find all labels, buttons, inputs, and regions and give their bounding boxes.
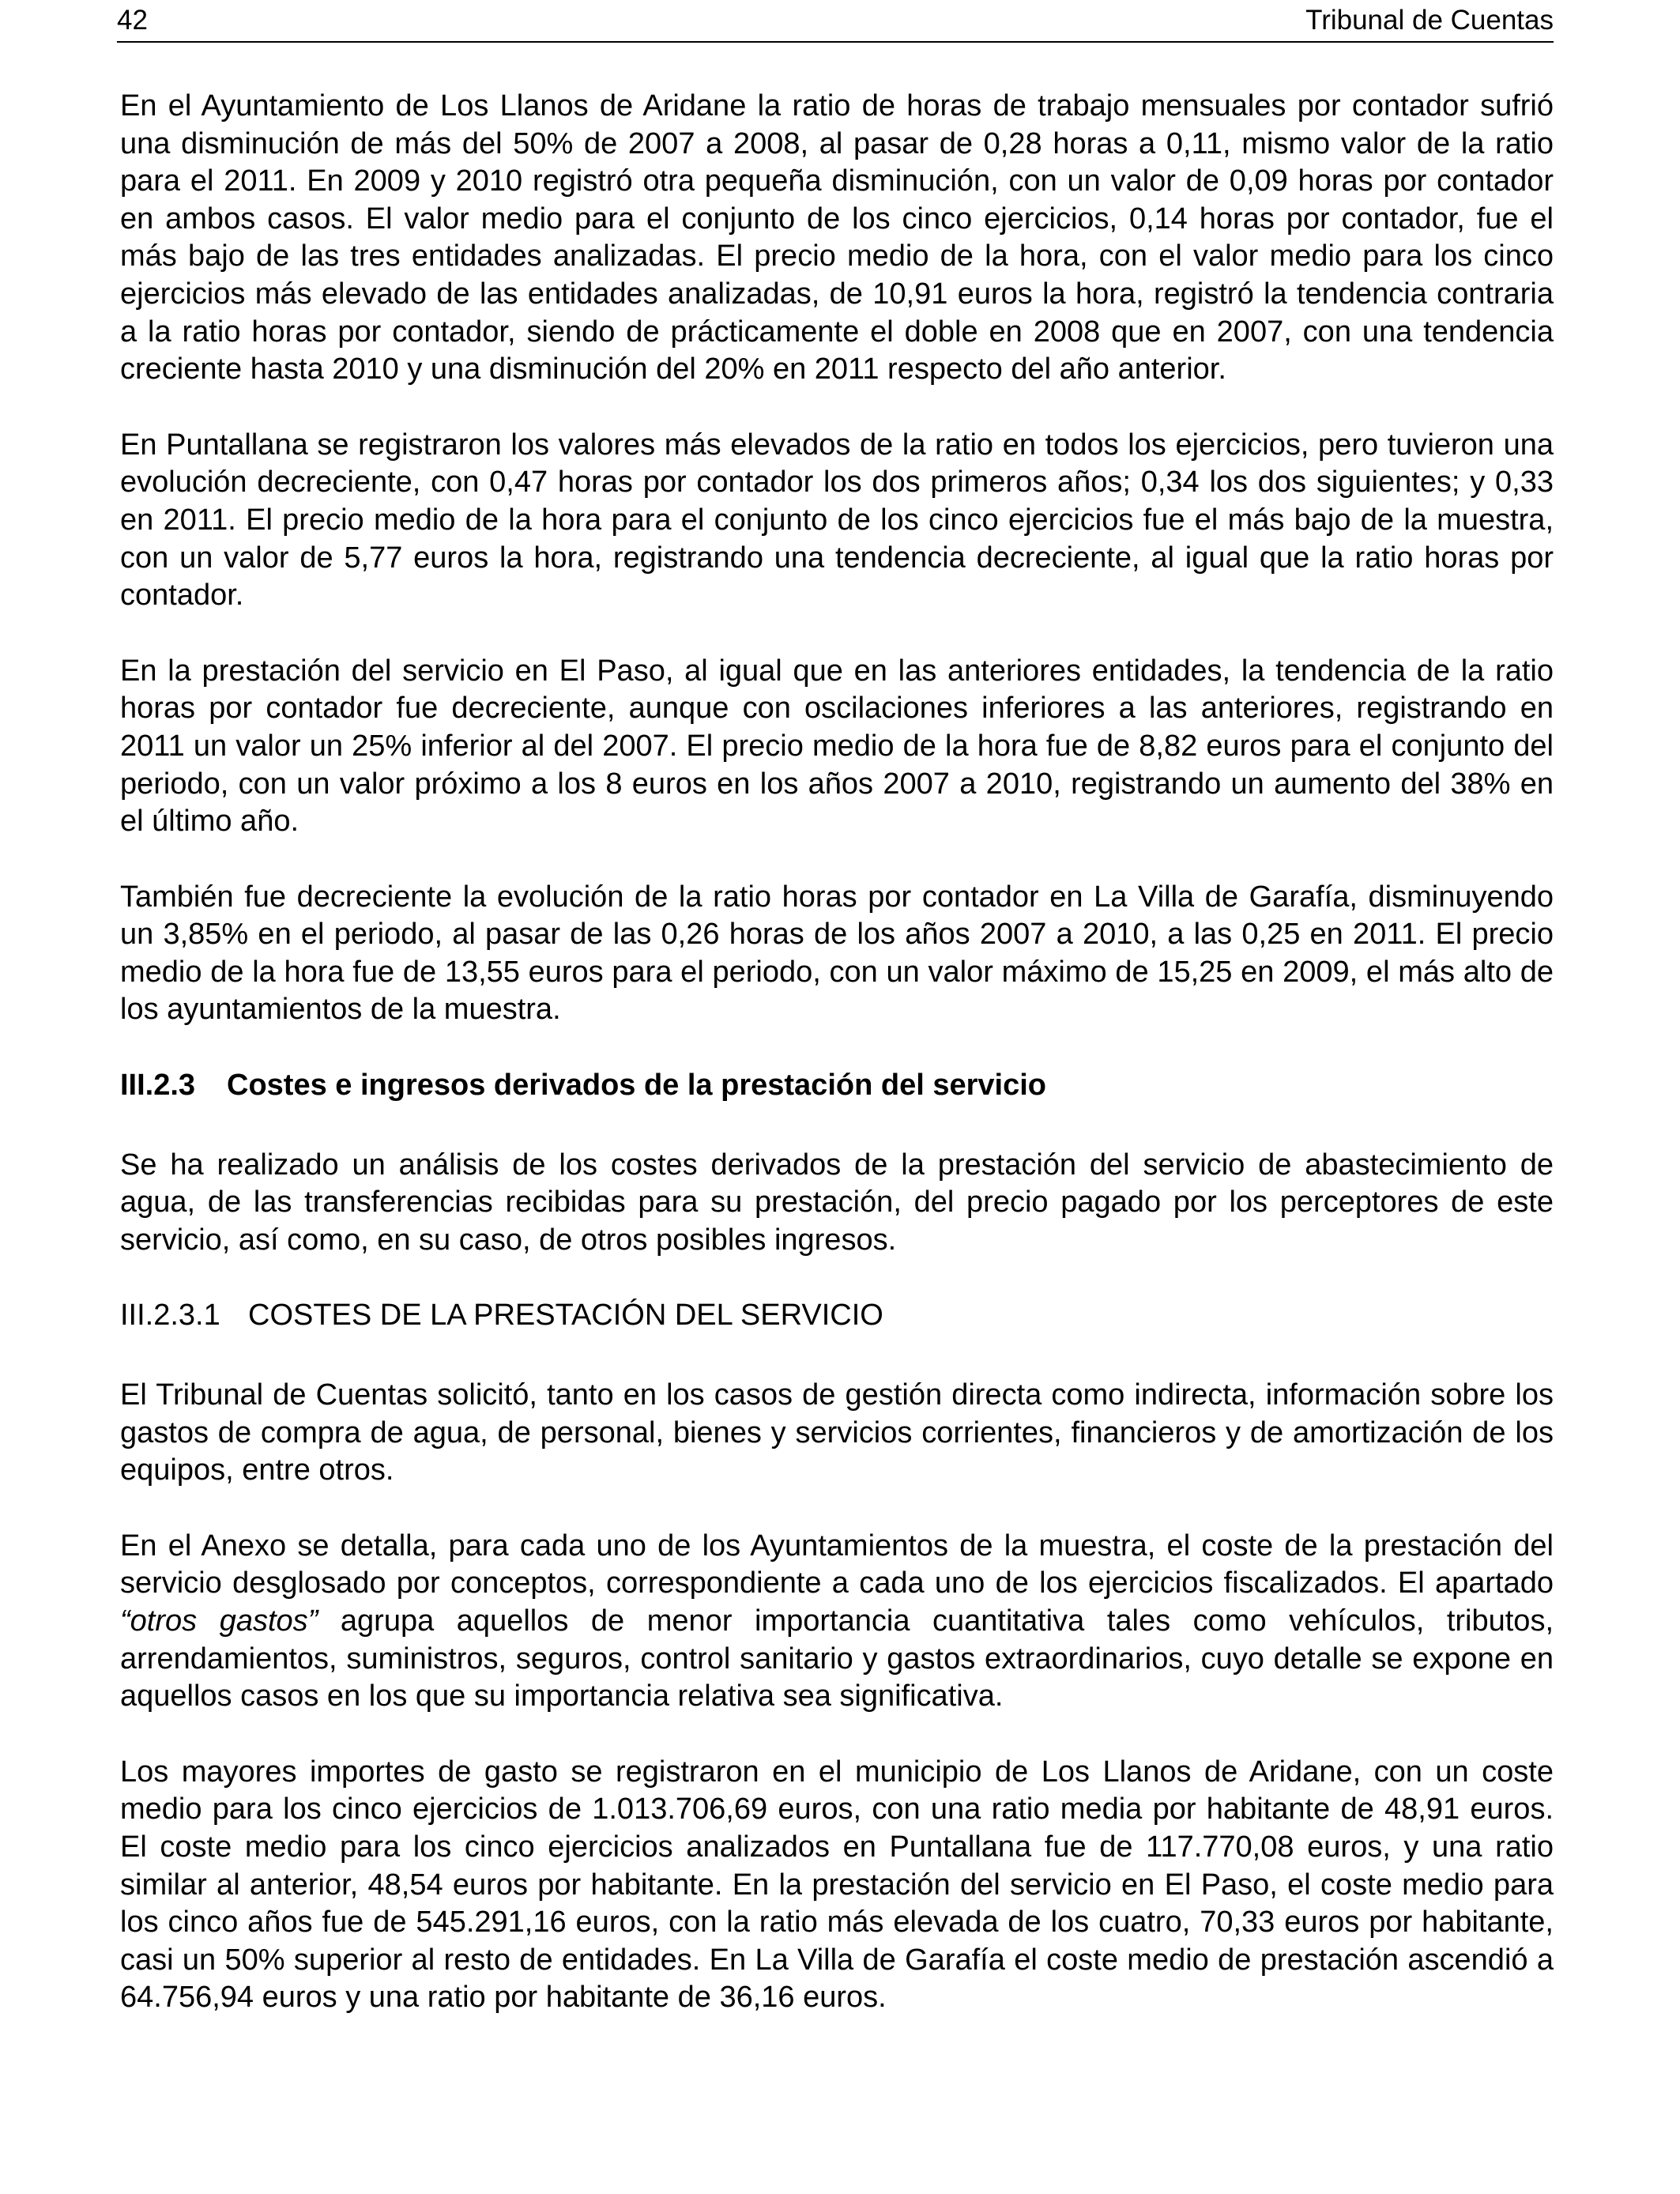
paragraph-analysis-intro: Se ha realizado un análisis de los costes derivados de la prestación del servicio de abastecimiento de agua, de las transferencias recibidas para su prestación, del precio pagado por los perceptores de este servicio, así como, en su caso, de otros posibles ingresos. bbox=[120, 1148, 1554, 1257]
page-header bbox=[117, 0, 1554, 43]
page-number: 42 bbox=[117, 5, 148, 36]
subsection-number: III.2.3.1 bbox=[120, 1299, 220, 1333]
paragraph-tribunal-request: El Tribunal de Cuentas solicitó, tanto en los casos de gestión directa como indirecta, información sobre los gastos de compra de agua, de personal, bienes y servicios corrientes, financieros y de amortización de los equipos, entre otros. bbox=[120, 1378, 1554, 1487]
paragraph-el-paso-ratio: En la prestación del servicio en El Paso, al igual que en las anteriores entidades, la tendencia de la ratio horas por contador fue decreciente, aunque con oscilaciones inferiores a las anteriores, registrando en 2011 un valor un 25% inferior al del 2007. El precio medio de la hora fue de 8,82 euros para el conjunto del periodo, con un valor próximo a los 8 euros en los años 2007 a 2010, registrando un aumento del 38% en el último año. bbox=[120, 654, 1554, 839]
anexo-text-after: agrupa aquellos de menor importancia cuantitativa tales como vehículos, tributos, arrendamientos, suministros, seguros, control sanitario y gastos extraordinarios, cuyo detalle se expone en aquellos casos en los que su importancia relativa sea significativa. bbox=[120, 1604, 1554, 1713]
section-heading bbox=[120, 1067, 1554, 1105]
section-number: III.2.3 bbox=[120, 1069, 196, 1103]
anexo-text-before: En el Anexo se detalla, para cada uno de los Ayuntamientos de la muestra, el coste de la prestación del servicio desglosado por conceptos, correspondiente a cada uno de los ejercicios fiscalizados. El apartado bbox=[120, 1529, 1554, 1600]
paragraph-puntallana-ratio: En Puntallana se registraron los valores más elevados de la ratio en todos los ejercicios, pero tuvieron una evolución decreciente, con 0,47 horas por contador los dos primeros años; 0,34 los dos siguientes; y 0,33 en 2011. El precio medio de la hora para el conjunto de los cinco ejercicios fue el más bajo de la muestra, con un valor de 5,77 euros la hora, registrando una tendencia decreciente, al igual que la ratio horas por contador. bbox=[120, 428, 1554, 613]
paragraph-llanos-ratio: En el Ayuntamiento de Los Llanos de Aridane la ratio de horas de trabajo mensuales por contador sufrió una disminución de más del 50% de 2007 a 2008, al pasar de 0,28 horas a 0,11, mismo valor de la ratio para el 2011. En 2009 y 2010 registró otra pequeña disminución, con un valor de 0,09 horas por contador en ambos casos. El valor medio para el conjunto de los cinco ejercicios, 0,14 horas por contador, fue el más bajo de las tres entidades analizadas. El precio medio de la hora, con el valor medio para los cinco ejercicios más elevado de las entidades analizadas, de 10,91 euros la hora, registró la tendencia contraria a la ratio horas por contador, siendo de prácticamente el doble en 2008 que en 2007, con una tendencia creciente hasta 2010 y una disminución del 20% en 2011 respecto del año anterior. bbox=[120, 89, 1554, 386]
running-title: Tribunal de Cuentas bbox=[1305, 5, 1554, 36]
document-body bbox=[120, 88, 1554, 2017]
subsection-heading bbox=[120, 1297, 1554, 1335]
paragraph-anexo-detail bbox=[120, 1528, 1554, 1716]
subsection-title: COSTES DE LA PRESTACIÓN DEL SERVICIO bbox=[248, 1299, 883, 1333]
otros-gastos-term: “otros gastos” bbox=[120, 1604, 318, 1638]
section-title: Costes e ingresos derivados de la prestación del servicio bbox=[227, 1069, 1046, 1103]
paragraph-garafia-ratio: También fue decreciente la evolución de la ratio horas por contador en La Villa de Garafía, disminuyendo un 3,85% en el periodo, al pasar de las 0,26 horas de los años 2007 a 2010, a las 0,25 en 2011. El precio medio de la hora fue de 13,55 euros para el periodo, con un valor máximo de 15,25 en 2009, el más alto de los ayuntamientos de la muestra. bbox=[120, 880, 1554, 1027]
paragraph-cost-summary: Los mayores importes de gasto se registraron en el municipio de Los Llanos de Aridane, con un coste medio para los cinco ejercicios de 1.013.706,69 euros, con una ratio media por habitante de 48,91 euros. El coste medio para los cinco ejercicios analizados en Puntallana fue de 117.770,08 euros, y una ratio similar al anterior, 48,54 euros por habitante. En la prestación del servicio en El Paso, el coste medio para los cinco años fue de 545.291,16 euros, con la ratio más elevada de los cuatro, 70,33 euros por habitante, casi un 50% superior al resto de entidades. En La Villa de Garafía el coste medio de prestación ascendió a 64.756,94 euros y una ratio por habitante de 36,16 euros. bbox=[120, 1755, 1554, 2015]
